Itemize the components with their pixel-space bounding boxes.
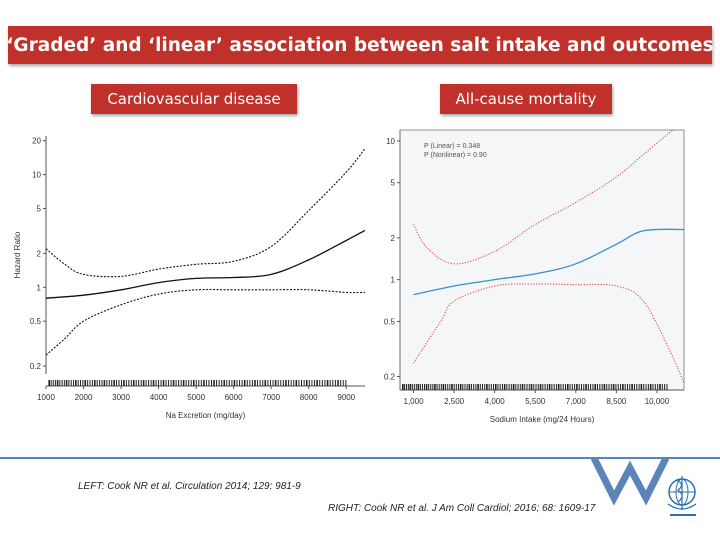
x-tick-label: 7000 [262,393,281,402]
x-tick-label: 10,000 [644,397,670,406]
y-tick-label: 2 [36,249,41,259]
x-tick-label: 1,000 [403,397,424,406]
plot-area [400,130,684,390]
slide-title: ‘Graded’ and ‘linear’ association between salt intake and outcomes [8,26,712,64]
x-tick-label: 6000 [224,393,243,402]
x-tick-label: 3000 [112,393,130,402]
y-tick-label: 1 [36,283,41,293]
x-axis-label: Na Excretion (mg/day) [165,411,246,420]
y-tick-label: 10 [32,170,41,180]
citation-right: RIGHT: Cook NR et al. J Am Coll Cardiol; 2016; 68: 1609-17 [328,503,596,514]
y-tick-label: 0.5 [29,317,41,327]
x-tick-label: 5,500 [525,397,546,406]
series-line-ci-1 [46,149,365,277]
chart-mortality [372,128,690,428]
x-tick-label: 8000 [299,393,318,402]
rug-marks [49,380,346,386]
y-tick-label: 0.5 [383,317,395,327]
label-cardiovascular-disease: Cardiovascular disease [91,84,297,114]
series-line-estimate [46,230,365,298]
y-tick-label: 2 [390,233,395,243]
x-tick-label: 4000 [149,393,168,402]
y-axis-label: Hazard Ratio [13,231,22,279]
x-tick-label: 5000 [187,393,206,402]
label-all-cause-mortality: All-cause mortality [440,84,612,114]
y-tick-label: 1 [390,275,395,285]
annotation: P (Linear) = 0.348 [424,143,481,150]
x-tick-label: 2000 [74,393,93,402]
x-tick-label: 2,500 [444,397,465,406]
y-tick-label: 20 [32,136,41,146]
citation-left: LEFT: Cook NR et al. Circulation 2014; 129: 981-9 [78,481,301,492]
y-tick-label: 5 [390,178,395,188]
chart-cardiovascular [10,128,370,433]
x-tick-label: 7,000 [565,397,586,406]
x-tick-label: 8,500 [606,397,627,406]
x-axis-label: Sodium Intake (mg/24 Hours) [489,415,595,424]
x-tick-label: 9000 [337,393,356,402]
who-emblem-icon [586,458,710,536]
x-tick-label: 1000 [37,393,55,402]
y-tick-label: 0.2 [29,362,41,372]
y-tick-label: 0.2 [383,372,395,382]
annotation: P (Nonlinear) = 0.90 [424,152,487,159]
x-tick-label: 4,000 [484,397,505,406]
y-tick-label: 5 [36,204,41,214]
series-line-ci-2 [46,289,365,355]
y-tick-label: 10 [386,136,395,146]
